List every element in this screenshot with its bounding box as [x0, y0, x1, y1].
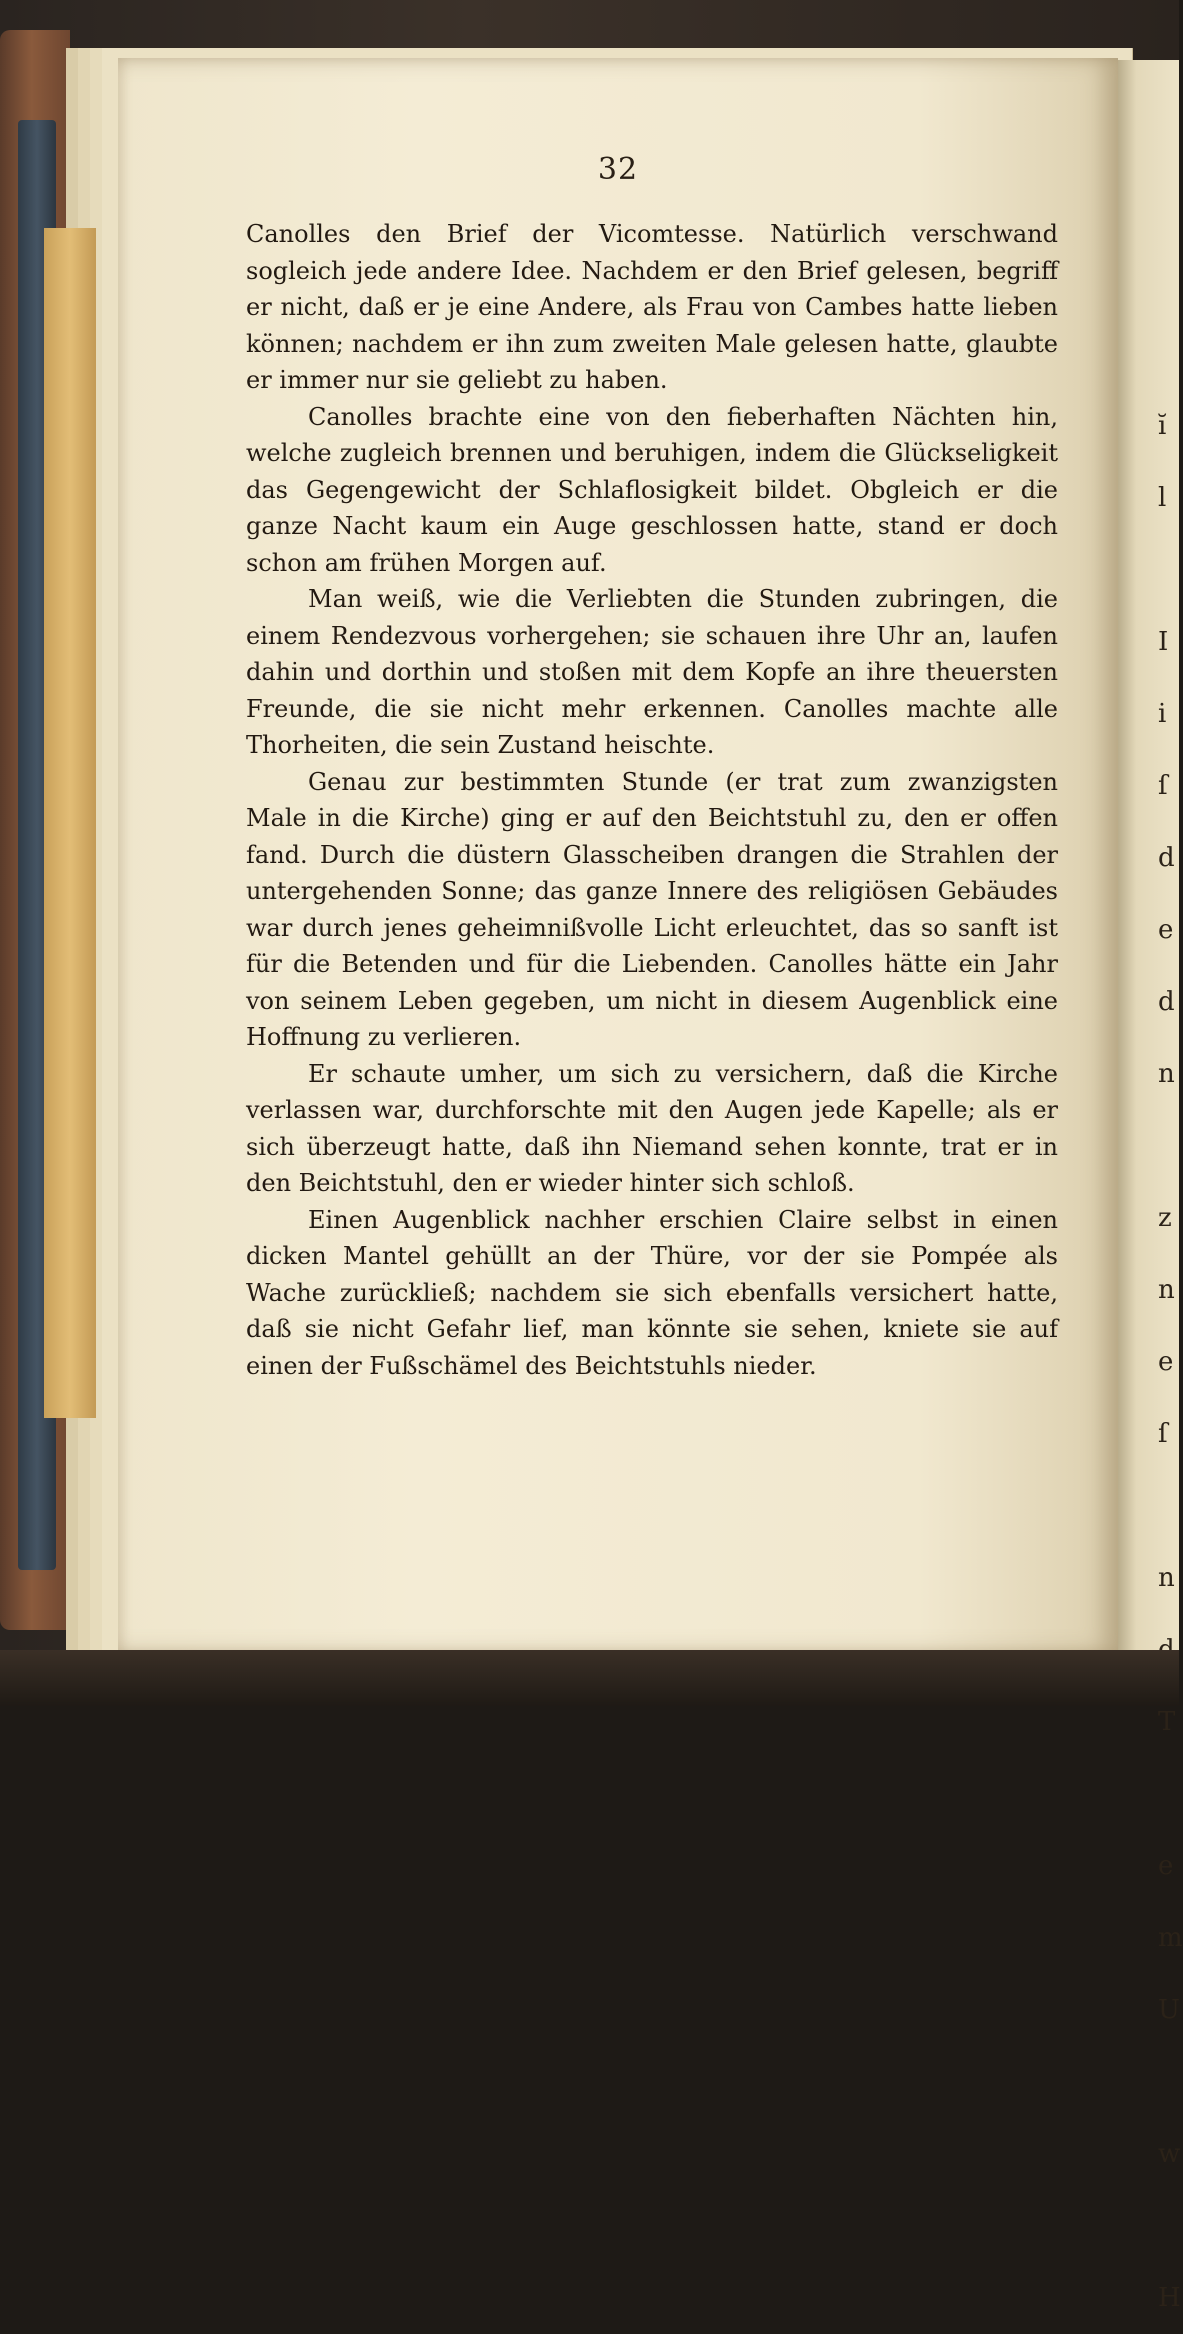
paragraph: Er schaute umher, um sich zu versichern, daß die Kirche verlassen war, durchforschte mit den Augen jede Kapelle; als er sich überzeugt hatte, daß ihn Niemand sehen konnte, trat er in den Beichtstuhl, den er wieder hinter sich schloß.	[246, 1059, 1058, 1197]
paragraph: Man weiß, wie die Verliebten die Stunden zubringen, die einem Rendezvous vorhergehen; sie schauen ihre Uhr an, laufen dahin und dorthin und stoßen mit dem Kopfe an ihre theuersten Freunde, die sie nicht mehr erkennen. Canolles machte alle Thorheiten, die sein Zustand heischte.	[246, 585, 1058, 759]
paragraph: Canolles brachte eine von den fieberhaften Nächten hin, welche zugleich brennen und beruhigen, indem die Glückseligkeit das Gegengewicht der Schlaflosigkeit bildet. Obgleich er die ganze Nacht kaum ein Auge geschlossen hatte, stand er doch schon am frühen Morgen auf.	[246, 402, 1058, 577]
book-page	[118, 58, 1118, 1653]
bookmark-ribbon	[44, 228, 96, 1418]
paragraph: Einen Augenblick nachher erschien Claire selbst in einen dicken Mantel gehüllt an der Thüre, vor der sie Pompée als Wache zurückließ; nachdem sie sich ebenfalls versichert hatte, daß sie nicht Gefahr lief, man könnte sie sehen, kniete sie auf einen der Fußschämel des Beichtstuhls nieder.	[246, 1205, 1058, 1380]
paragraph: Canolles den Brief der Vicomtesse. Natürlich verschwand sogleich jede andere Idee. Nachdem er den Brief gelesen, begriff er nicht, daß er je eine Andere, als Frau von Cambes hatte lieben können; nachdem er ihn zum zweiten Male gelesen hatte, glaubte er immer nur sie geliebt zu haben.	[246, 220, 1058, 394]
page-text	[246, 216, 1058, 1384]
page-number: 32	[597, 152, 639, 187]
facing-page-fragments: ĭ l I i ſ d e d n z n e ſ n T e m U w H	[1158, 411, 1183, 2313]
paragraph: Genau zur bestimmten Stunde (er trat zum zwanzigsten Male in die Kirche) ging er auf den Beichtstuhl zu, den er offen fand. Durch die düstern Glasscheiben drangen die Strahlen der untergehenden Sonne; das ganze Innere des religiösen Gebäudes war durch jenes geheimnißvolle Licht erleuchtet, das so sanft ist für die Betenden und für die Liebenden. Canolles hätte ein Jahr von seinem Leben gegeben, um nicht in diesem Augenblick eine Hoffnung zu verlieren.	[246, 767, 1058, 1051]
scan-bottom-shadow	[0, 1650, 1179, 1706]
